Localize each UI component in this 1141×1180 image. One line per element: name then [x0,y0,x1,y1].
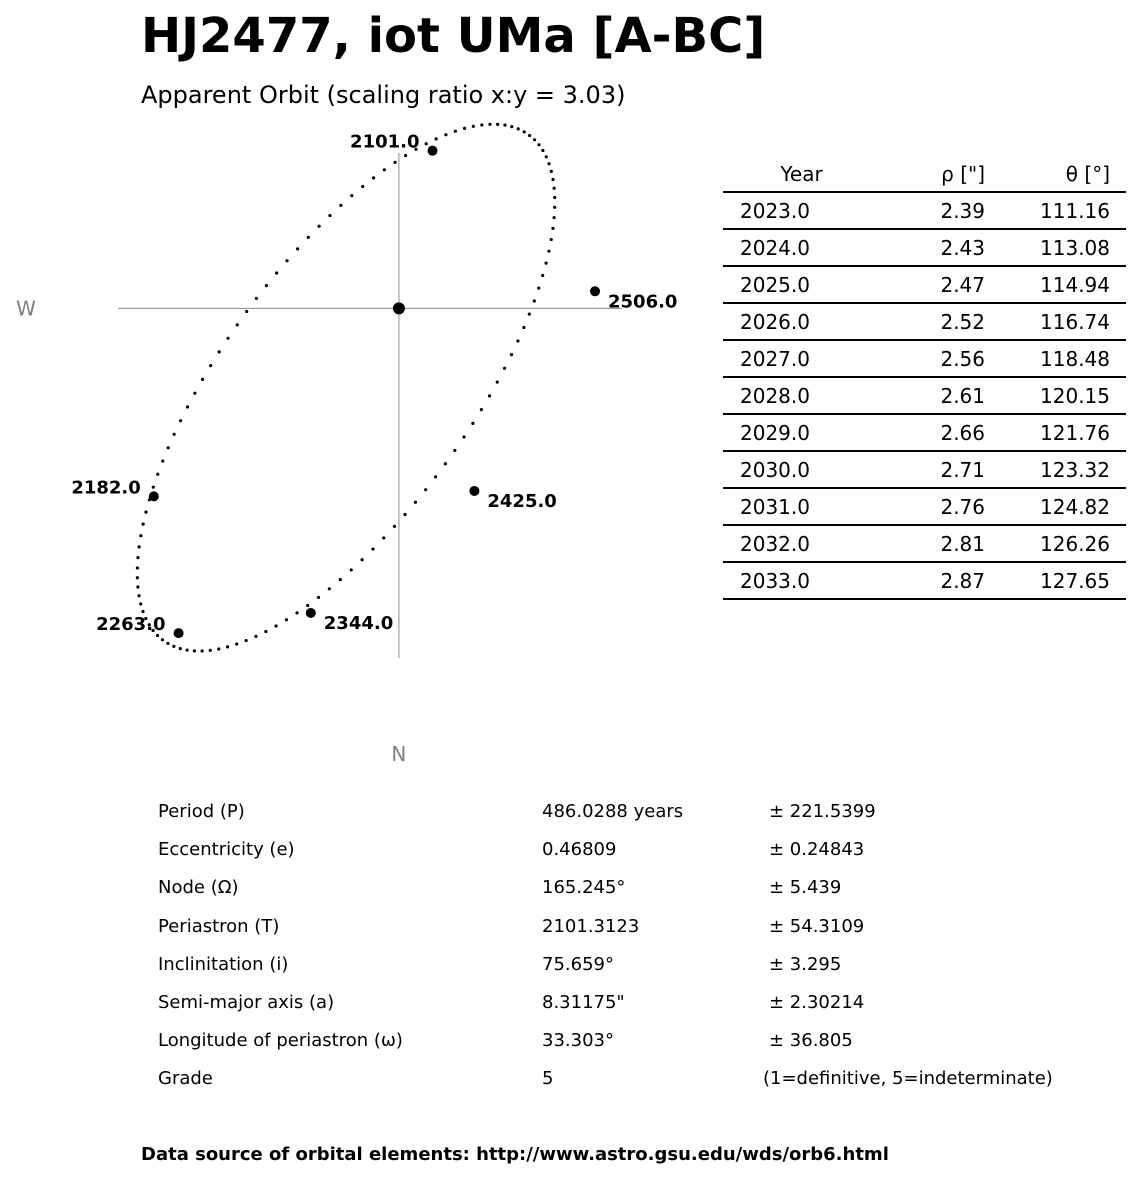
chart-subtitle: Apparent Orbit (scaling ratio x:y = 3.03) [141,81,626,109]
element-value: 33.303° [542,1030,614,1052]
theta-cell: 118.48 [985,340,1126,377]
orbit-dot [136,556,139,559]
orbit-dot [275,271,278,274]
page-title: HJ2477, iot UMa [A-BC] [141,8,766,64]
epoch-label: 2101.0 [350,131,420,153]
orbit-plot [0,0,700,790]
theta-cell: 116.74 [985,303,1126,340]
epoch-marker [590,286,600,296]
element-name: Periastron (T) [158,915,280,937]
orbit-dot [295,611,298,614]
rho-cell: 2.61 [880,377,985,414]
orbit-dot [516,339,519,342]
orbit-dot [209,364,212,367]
rho-cell: 2.56 [880,340,985,377]
rho-cell: 2.43 [880,229,985,266]
theta-cell: 123.32 [985,451,1126,488]
data-source-note: Data source of orbital elements: http://www.astro.gsu.edu/wds/orb6.html [141,1144,889,1165]
orbit-dot [488,123,491,126]
element-error: ± 36.805 [769,1030,853,1052]
table-row [723,266,1126,303]
orbit-dot [533,299,536,302]
theta-cell: 120.15 [985,377,1126,414]
epoch-marker [469,486,479,496]
element-name: Grade [158,1068,213,1090]
orbit-dot [173,433,176,436]
orbit-dot [136,585,139,588]
orbit-dot [186,649,189,652]
element-value: 75.659° [542,953,614,975]
orbit-dot [403,513,406,516]
element-error: ± 2.30214 [769,991,865,1013]
orbit-dot [264,630,267,633]
orbit-dot [265,284,268,287]
epoch-label: 2425.0 [487,490,557,512]
rho-cell: 2.76 [880,488,985,525]
orbit-dot [306,604,309,607]
orbit-dot [186,405,189,408]
epoch-label: 2182.0 [71,477,141,499]
orbit-dot [372,176,375,179]
orbit-dot [161,460,164,463]
orbit-dot [226,337,229,340]
year-cell: 2025.0 [723,266,880,303]
rho-cell: 2.39 [880,192,985,229]
orbit-dot [424,488,427,491]
orbit-dot [136,576,139,579]
table-row [723,377,1126,414]
year-cell: 2030.0 [723,451,880,488]
ephemeris-header-row [723,156,1126,192]
orbit-dot [236,323,239,326]
orbit-dot [201,649,204,652]
rho-cell: 2.47 [880,266,985,303]
element-name: Longitude of periastron (ω) [158,1030,403,1052]
orbit-dot [551,178,554,181]
orbit-dot [179,419,182,422]
theta-cell: 114.94 [985,266,1126,303]
orbit-dot [274,624,277,627]
year-cell: 2029.0 [723,414,880,451]
orbit-dot [307,236,310,239]
rho-cell: 2.71 [880,451,985,488]
table-row [723,488,1126,525]
epoch-label: 2263.0 [96,614,166,636]
orbit-dot [139,602,142,605]
element-error: ± 5.439 [769,877,842,899]
orbit-dot [553,206,556,209]
orbit-dot [141,610,144,613]
orbit-dot [544,262,547,265]
theta-cell: 111.16 [985,192,1126,229]
epoch-marker [149,491,159,501]
orbit-dot [371,547,374,550]
theta-cell: 121.76 [985,414,1126,451]
orbit-dot [317,225,320,228]
element-value: 8.31175" [542,991,625,1013]
orbit-dot [462,435,465,438]
rho-cell: 2.52 [880,303,985,340]
orbit-dot [161,638,164,641]
element-value: 2101.3123 [542,915,640,937]
ephemeris-table [723,156,1126,600]
orbit-dot [328,587,331,590]
orbit-dot [350,194,353,197]
orbit-dot [528,313,531,316]
north-label: N [391,742,407,766]
orbit-dot [404,154,407,157]
orbit-dot [453,449,456,452]
orbit-dot [522,326,525,329]
orbit-dot [152,486,155,489]
epoch-marker [428,146,438,156]
orbit-dot [296,247,299,250]
table-row [723,525,1126,562]
year-cell: 2033.0 [723,562,880,599]
orbit-dot [156,473,159,476]
orbit-dot [553,196,556,199]
orbit-dot [137,594,140,597]
year-cell: 2027.0 [723,340,880,377]
orbit-dot [496,380,499,383]
orbit-dot [245,310,248,313]
orbit-dot [142,522,145,525]
orbit-dot [547,250,550,253]
orbit-dot [361,185,364,188]
orbit-dot [209,649,212,652]
orbit-dot [166,642,169,645]
table-row [723,303,1126,340]
orbit-dot [179,647,182,650]
west-label: W [16,296,36,321]
rho-cell: 2.87 [880,562,985,599]
orbit-dot [541,149,544,152]
year-cell: 2028.0 [723,377,880,414]
rho-header: ρ ["] [880,156,985,192]
orbit-dot [444,462,447,465]
rho-cell: 2.66 [880,414,985,451]
orbit-dot [528,134,531,137]
orbit-dot [550,238,553,241]
element-name: Inclinitation (i) [158,953,289,975]
orbit-dot [537,143,540,146]
orbit-dot [361,558,364,561]
orbit-dot [510,353,513,356]
orbit-dot [523,130,526,133]
orbit-dot [167,446,170,449]
orbit-dot [454,130,457,133]
orbit-path [136,123,557,653]
table-row [723,340,1126,377]
element-error: ± 221.5399 [769,801,876,822]
orbit-dot [382,536,385,539]
orbit-dot [328,214,331,217]
year-cell: 2024.0 [723,229,880,266]
orbit-dot [193,649,196,652]
year-cell: 2026.0 [723,303,880,340]
orbit-dot [393,525,396,528]
orbit-dot [444,133,447,136]
epoch-markers [71,132,677,638]
orbit-dot [226,645,229,648]
orbit-dot [533,138,536,141]
epoch-marker [306,608,316,618]
theta-cell: 113.08 [985,229,1126,266]
year-cell: 2032.0 [723,525,880,562]
orbit-dot [553,216,556,219]
year-cell: 2031.0 [723,488,880,525]
orbit-dot [393,161,396,164]
epoch-label: 2506.0 [608,291,678,313]
year-header: Year [723,156,880,192]
orbit-dot [139,534,142,537]
orbit-dot [285,618,288,621]
orbit-dot [537,286,540,289]
orbit-dot [218,350,221,353]
element-value: 165.245° [542,877,626,899]
orbit-dot [472,125,475,128]
orbit-dot [550,170,553,173]
orbit-dot [425,142,428,145]
orbit-dot [350,568,353,571]
epoch-label: 2344.0 [323,612,394,634]
epoch-marker [174,628,184,638]
element-name: Node (Ω) [158,877,239,899]
orbit-dot [217,647,220,650]
orbit-dot [480,408,483,411]
element-value: 0.46809 [542,839,617,861]
orbit-dot [414,501,417,504]
year-cell: 2023.0 [723,192,880,229]
orbit-dot [496,123,499,126]
element-value: 486.0288 years [542,801,684,822]
orbit-dot [245,639,248,642]
rho-cell: 2.81 [880,525,985,562]
element-name: Eccentricity (e) [158,839,295,861]
theta-cell: 124.82 [985,488,1126,525]
orbit-dot [254,635,257,638]
element-error: ± 0.24843 [769,839,865,861]
orbit-dot [339,204,342,207]
orbit-dot [553,187,556,190]
orbit-dot [547,162,550,165]
orbit-dot [551,227,554,230]
orbit-dot [503,124,506,127]
orbit-dot [144,511,147,514]
orbit-dot [255,297,258,300]
orbit-dot [488,394,491,397]
element-error: ± 3.295 [769,953,842,975]
orbit-dot [541,274,544,277]
orbit-dot [339,578,342,581]
table-row [723,414,1126,451]
primary-star-marker [393,302,405,314]
table-row [723,562,1126,599]
orbit-dot [545,155,548,158]
orbit-dot [193,392,196,395]
orbit-dot [138,545,141,548]
orbit-dot [480,123,483,126]
orbit-dot [383,168,386,171]
orbit-dot [471,422,474,425]
orbit-dot [517,127,520,130]
table-row [723,229,1126,266]
theta-cell: 127.65 [985,562,1126,599]
element-name: Period (P) [158,801,245,822]
orbit-dot [434,475,437,478]
orbit-dot [285,259,288,262]
element-error: ± 54.3109 [769,915,865,937]
element-value: 5 [542,1068,554,1090]
orbit-dot [172,645,175,648]
orbit-dot [201,378,204,381]
orbit-dot [235,642,238,645]
table-row [723,192,1126,229]
element-error: (1=definitive, 5=indeterminate) [763,1068,1053,1090]
orbit-dot [317,596,320,599]
orbit-dot [510,125,513,128]
table-row [723,451,1126,488]
theta-header: θ [°] [985,156,1126,192]
orbit-dot [435,137,438,140]
orbit-dot [503,367,506,370]
theta-cell: 126.26 [985,525,1126,562]
orbit-dot [463,127,466,130]
orbit-dot [136,566,139,569]
element-name: Semi-major axis (a) [158,991,335,1013]
